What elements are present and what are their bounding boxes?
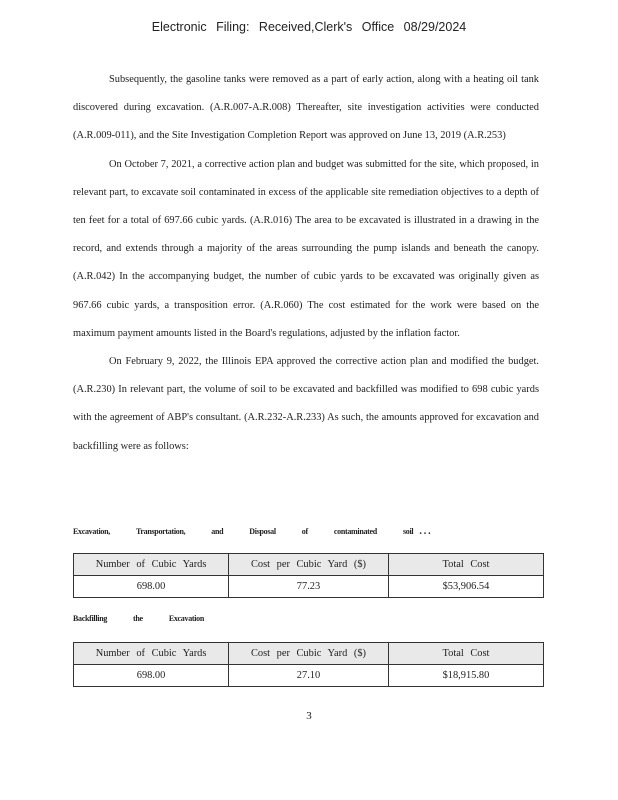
label-word: Excavation,: [73, 527, 110, 536]
paragraph-corrective-action-plan: On October 7, 2021, a corrective action plan and budget was submitted for the site, which proposed, in relevant part, to excavate soil contaminated in excess of the applicable site remediation objectives to a depth of ten feet for a total of 697.66 cubic yards. (A.R.016) The area to be excavated is illustrated in a drawing in the record, and extends through a majority of the areas surrounding the pump islands and beneath the canopy. (A.R.042) In the accompanying budget, the number of cubic yards to be excavated was originally given as 967.66 cubic yards, a transposition error. (A.R.060) The cost estimated for the work were based on the maximum payment amounts listed in the Board's regulations, adjusted by the inflation factor.: [73, 158, 539, 339]
label-word: Disposal: [249, 527, 276, 536]
column-header-cost-per-yard: Cost per Cubic Yard ($): [229, 643, 389, 665]
column-header-cubic-yards: Number of Cubic Yards: [74, 643, 229, 665]
excavation-cost-table: [73, 553, 544, 598]
label-word: Excavation: [168, 614, 205, 623]
column-header-cubic-yards: Number of Cubic Yards: [74, 554, 229, 576]
column-header-total-cost: Total Cost: [388, 554, 543, 576]
cell-total-cost: $18,915.80: [388, 665, 543, 687]
excavation-section-label: [73, 526, 431, 537]
table-row: [74, 576, 544, 598]
label-word: of: [301, 527, 308, 536]
cell-total-cost: $53,906.54: [388, 576, 543, 598]
paragraph-epa-approval: On February 9, 2022, the Illinois EPA approved the corrective action plan and modified the budget. (A.R.230) In relevant part, the volume of soil to be excavated and backfilled was modified to 698 cubic yards with the agreement of ABP's consultant. (A.R.232-A.R.233) As such, the amounts approved for excavation and backfilling were as follows:: [73, 356, 539, 452]
cell-cubic-yards: 698.00: [74, 576, 229, 598]
label-word: Transportation,: [135, 527, 186, 536]
table-header-row: [74, 554, 544, 576]
label-word: . . .: [419, 526, 431, 537]
label-word: the: [133, 614, 143, 623]
cell-cost-per-yard: 77.23: [229, 576, 389, 598]
label-word: Backfilling: [73, 614, 108, 623]
body-text: [73, 66, 539, 461]
paragraph-early-action: Subsequently, the gasoline tanks were removed as a part of early action, along with a heating oil tank discovered during excavation. (A.R.007-A.R.008) Thereafter, site investigation activities were conducted (A.R.009-011), and the Site Investigation Completion Report was approved on June 13, 2019 (A.R.253): [73, 74, 539, 142]
table-header-row: [74, 643, 544, 665]
column-header-cost-per-yard: Cost per Cubic Yard ($): [229, 554, 389, 576]
label-word: and: [211, 527, 224, 536]
page-number: 3: [306, 710, 312, 722]
column-header-total-cost: Total Cost: [388, 643, 543, 665]
table-row: [74, 665, 544, 687]
backfilling-section-label: [73, 614, 413, 623]
label-word: soil: [402, 527, 414, 536]
cell-cost-per-yard: 27.10: [229, 665, 389, 687]
label-word: contaminated: [333, 527, 377, 536]
backfilling-cost-table: [73, 642, 544, 687]
cell-cubic-yards: 698.00: [74, 665, 229, 687]
electronic-filing-header: Electronic Filing: Received,Clerk's Office 08/29/2024: [151, 20, 467, 34]
